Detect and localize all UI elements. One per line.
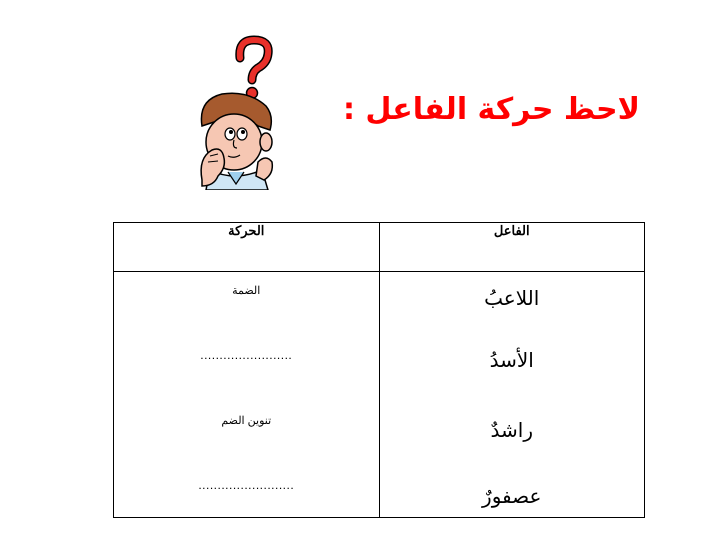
subject-column <box>379 272 645 518</box>
header-movement: الحركة <box>114 223 380 272</box>
movement-blank[interactable]: ......................... <box>198 478 295 492</box>
subject-movement-table <box>113 222 645 518</box>
thinking-person-icon <box>188 30 288 190</box>
header-subject: الفاعل <box>379 223 645 272</box>
movement-answer: الضمة <box>232 285 261 297</box>
movement-answer: تنوين الضم <box>221 415 272 427</box>
subject-word: راشدٌ <box>490 418 533 442</box>
subject-word: الأسدُ <box>489 348 534 372</box>
subject-word: اللاعبُ <box>484 286 540 310</box>
movement-column <box>114 272 380 518</box>
movement-blank[interactable]: ........................ <box>200 348 293 362</box>
question-mark-icon <box>240 40 268 99</box>
page-title: لاحظ حركة الفاعل : <box>342 92 640 127</box>
subject-word: عصفورٌ <box>482 484 542 508</box>
